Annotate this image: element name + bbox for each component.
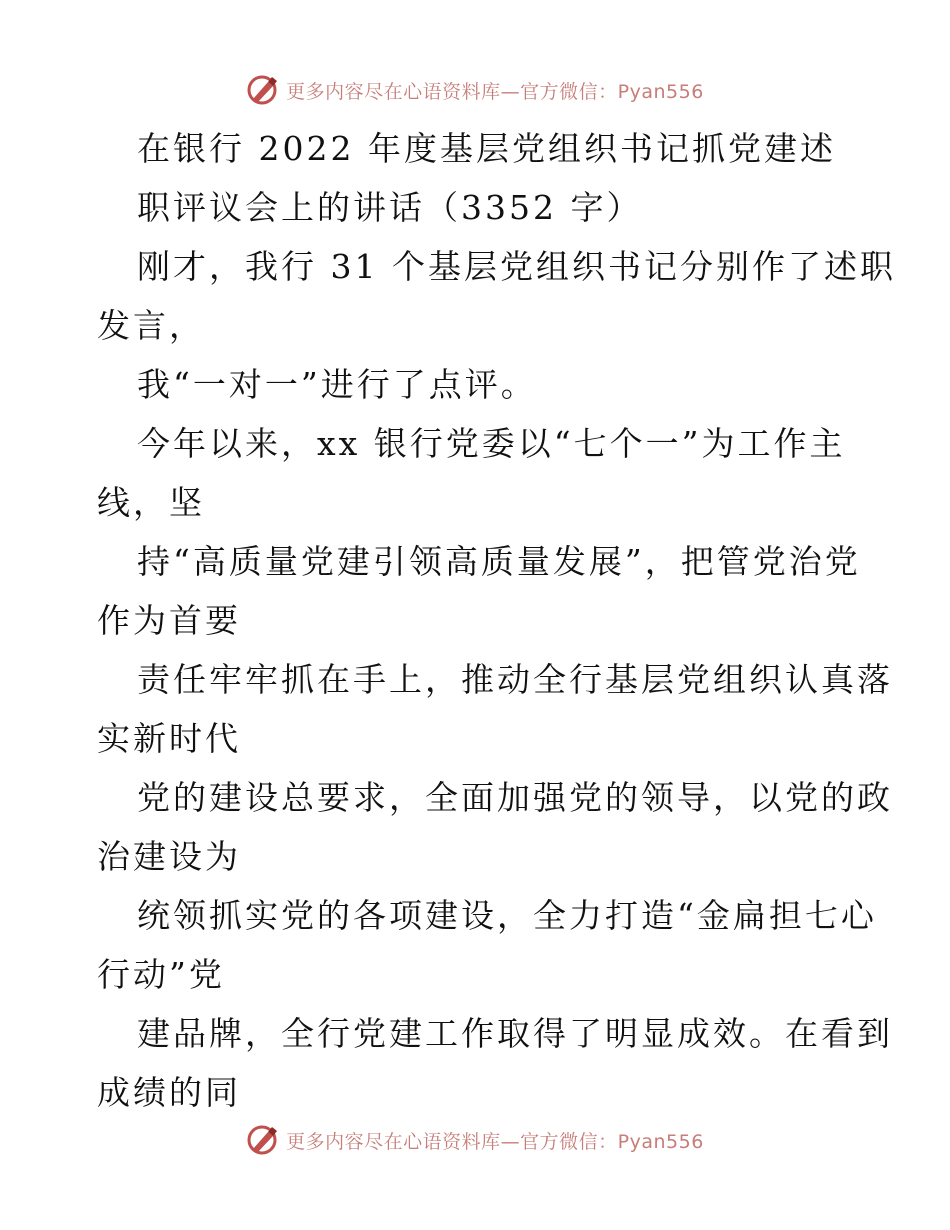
text-line: 建品牌，全行党建工作取得了明显成效。在看到 xyxy=(137,1014,893,1053)
text-line: 责任牢牢抓在手上，推动全行基层党组织认真落 xyxy=(137,660,893,699)
text-line: 统领抓实党的各项建设，全力打造“金扁担七心 xyxy=(137,896,877,935)
text-line: 作为首要 xyxy=(97,601,241,640)
text-line: 成绩的同 xyxy=(97,1073,241,1112)
header-watermark xyxy=(0,70,950,110)
text-line: 今年以来，xx 银行党委以“七个一”为工作主 xyxy=(137,424,846,463)
footer-watermark xyxy=(0,1120,950,1160)
text-line: 发言， xyxy=(97,306,205,345)
watermark-text: 更多内容尽在心语资料库—官方微信：Pyan556 xyxy=(286,1130,704,1153)
text-line: 我“一对一”进行了点评。 xyxy=(137,365,537,404)
text-line: 职评议会上的讲话（3352 字） xyxy=(137,188,643,227)
text-line: 在银行 2022 年度基层党组织书记抓党建述 xyxy=(137,129,836,168)
text-line: 行动”党 xyxy=(97,955,225,994)
text-line: 线，坚 xyxy=(97,483,205,522)
text-line: 刚才，我行 31 个基层党组织书记分别作了述职 xyxy=(137,247,896,286)
pen-logo-icon xyxy=(246,73,280,107)
text-line: 党的建设总要求，全面加强党的领导，以党的政 xyxy=(137,778,893,817)
pen-logo-icon xyxy=(246,1123,280,1157)
text-line: 治建设为 xyxy=(97,837,241,876)
watermark-text: 更多内容尽在心语资料库—官方微信：Pyan556 xyxy=(286,80,704,103)
document-body xyxy=(97,124,896,1127)
text-line: 持“高质量党建引领高质量发展”，把管党治党 xyxy=(137,542,861,581)
text-line: 实新时代 xyxy=(97,719,241,758)
